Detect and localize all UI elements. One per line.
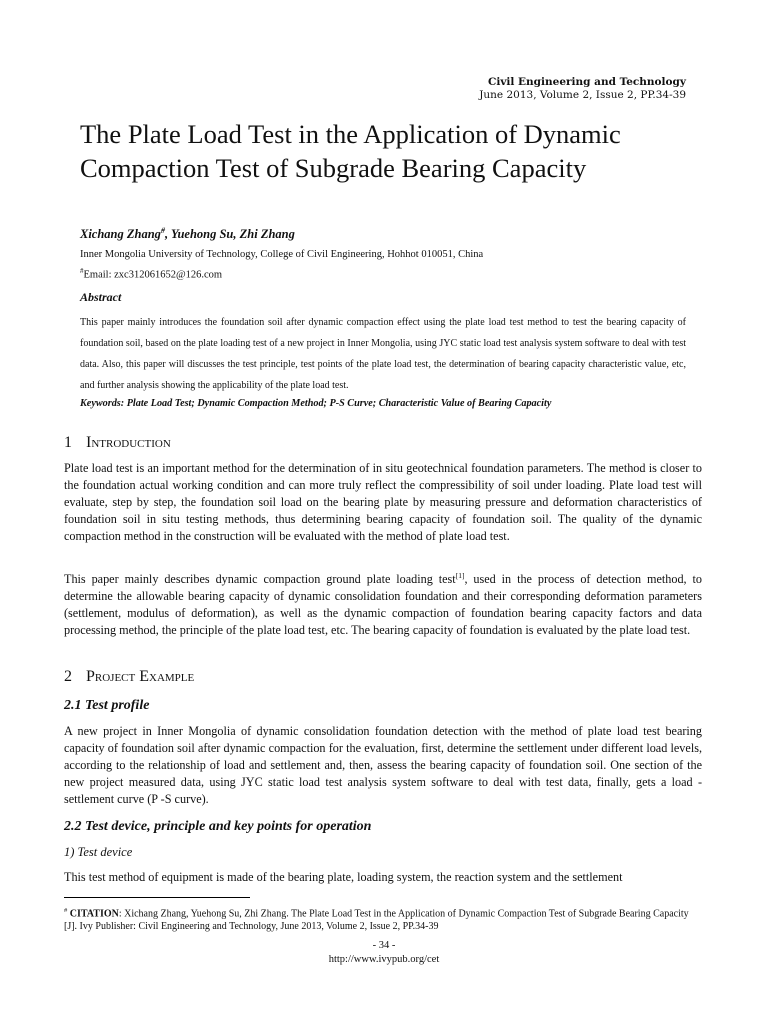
journal-name: Civil Engineering and Technology [487, 76, 686, 88]
email-line [80, 267, 222, 281]
test-profile-text: A new project in Inner Mongolia of dynamic consolidation foundation detection with the method of plate load test bearing capacity of foundation soil after dynamic compaction for the evaluation, first, determine the settlement under different load levels, according to the relationship of load and settlement and, then, assess the bearing capacity of foundation soil. One section of the new project measured data, using JYC static load test analysis system software to deal with test data, finally, gets a load - settlement curve (P -S curve). [64, 724, 702, 806]
authors [80, 226, 295, 242]
section-1-heading [64, 434, 171, 452]
affiliation: Inner Mongolia University of Technology, College of Civil Engineering, Hohhot 010051, China [80, 249, 484, 260]
intro-p2-text [64, 571, 702, 639]
journal-header [479, 76, 686, 102]
journal-issue: June 2013, Volume 2, Issue 2, PP.34-39 [479, 89, 686, 101]
abstract-heading: Abstract [80, 290, 122, 304]
footnote-divider [64, 897, 250, 898]
footnote-text: : Xichang Zhang, Yuehong Su, Zhi Zhang. The Plate Load Test in the Application of Dynamic Compaction Test of Subgrade Bearing Capacity [J]. Ivy Publisher: Civil Engineering and Technology, June 2013, Volume 2, Issue 2, PP.34-39 [64, 908, 689, 932]
paper-title: The Plate Load Test in the Application of Dynamic Compaction Test of Subgrade Bearing Capacity [80, 119, 621, 183]
section-2-heading [64, 668, 194, 686]
section-2-title: Project Example [86, 668, 195, 685]
subsection-2-1-heading: 2.1 Test profile [64, 698, 150, 713]
author-first: Xichang Zhang [80, 227, 161, 242]
subsection-2-2-heading: 2.2 Test device, principle and key points for operation [64, 819, 372, 834]
citation-footnote [64, 905, 704, 933]
abstract-body: This paper mainly introduces the foundation soil after dynamic compaction effect using the plate load test method to test the bearing capacity of foundation soil, based on the plate loading test of a new project in Inner Mongolia, using JYC static load test analysis system software to deal with test data. Also, this paper will discusses the test principle, test points of the plate load test, the determination of bearing capacity characteristic value, etc, and further analysis showing the applicability of the plate load test. [80, 317, 686, 391]
test-device-subheading: 1) Test device [64, 845, 133, 859]
section-1-title: Introduction [86, 434, 171, 451]
keywords: Keywords: Plate Load Test; Dynamic Compaction Method; P-S Curve; Characteristic Value of Bearing Capacity [80, 398, 552, 409]
intro-p2-before: This paper mainly describes dynamic compaction ground plate loading test [64, 572, 456, 586]
page-number: - 34 - [372, 940, 396, 951]
test-device-paragraph [64, 869, 702, 886]
section-2-number: 2 [64, 668, 72, 685]
footnote-label: CITATION [69, 908, 119, 920]
intro-paragraph-1 [64, 460, 702, 545]
intro-p1-text: Plate load test is an important method for the determination of in situ geotechnical foundation parameters. The method is closer to the foundation actual working condition and can more truly reflect the compressibility of soil under loading. Plate load test will evaluate, step by step, the foundation soil load on the bearing plate by measuring pressure and deformation characteristics of foundation soil in situ testing methods, thus determining bearing capacity of foundation soil. The quality of the dynamic compaction method in the construction will be evaluated with the method of plate load test. [64, 461, 702, 543]
intro-p2-after: , used in the process of detection method, to determine the allowable bearing capacity of dynamic consolidation foundation and their corresponding deformation parameters (settlement, modulus of deformation), as well as the dynamic compaction of foundation bearing capacity factors and data processing method, the principle of the plate load test, etc. The bearing capacity of foundation is evaluated by the plate load test. [64, 572, 702, 637]
author-mark: # [160, 226, 165, 235]
email-mark: # [80, 267, 84, 275]
test-device-text: This test method of equipment is made of the bearing plate, loading system, the reaction system and the settlement [64, 870, 623, 884]
footnote-mark: # [64, 907, 68, 914]
author-rest: , Yuehong Su, Zhi Zhang [164, 227, 295, 242]
journal-url: http://www.ivypub.org/cet [328, 954, 440, 965]
test-profile-paragraph [64, 723, 702, 808]
email-text: Email: zxc312061652@126.com [83, 269, 223, 281]
intro-paragraph-2 [64, 571, 702, 639]
section-1-number: 1 [64, 434, 72, 451]
citation-ref: [1] [455, 571, 465, 580]
